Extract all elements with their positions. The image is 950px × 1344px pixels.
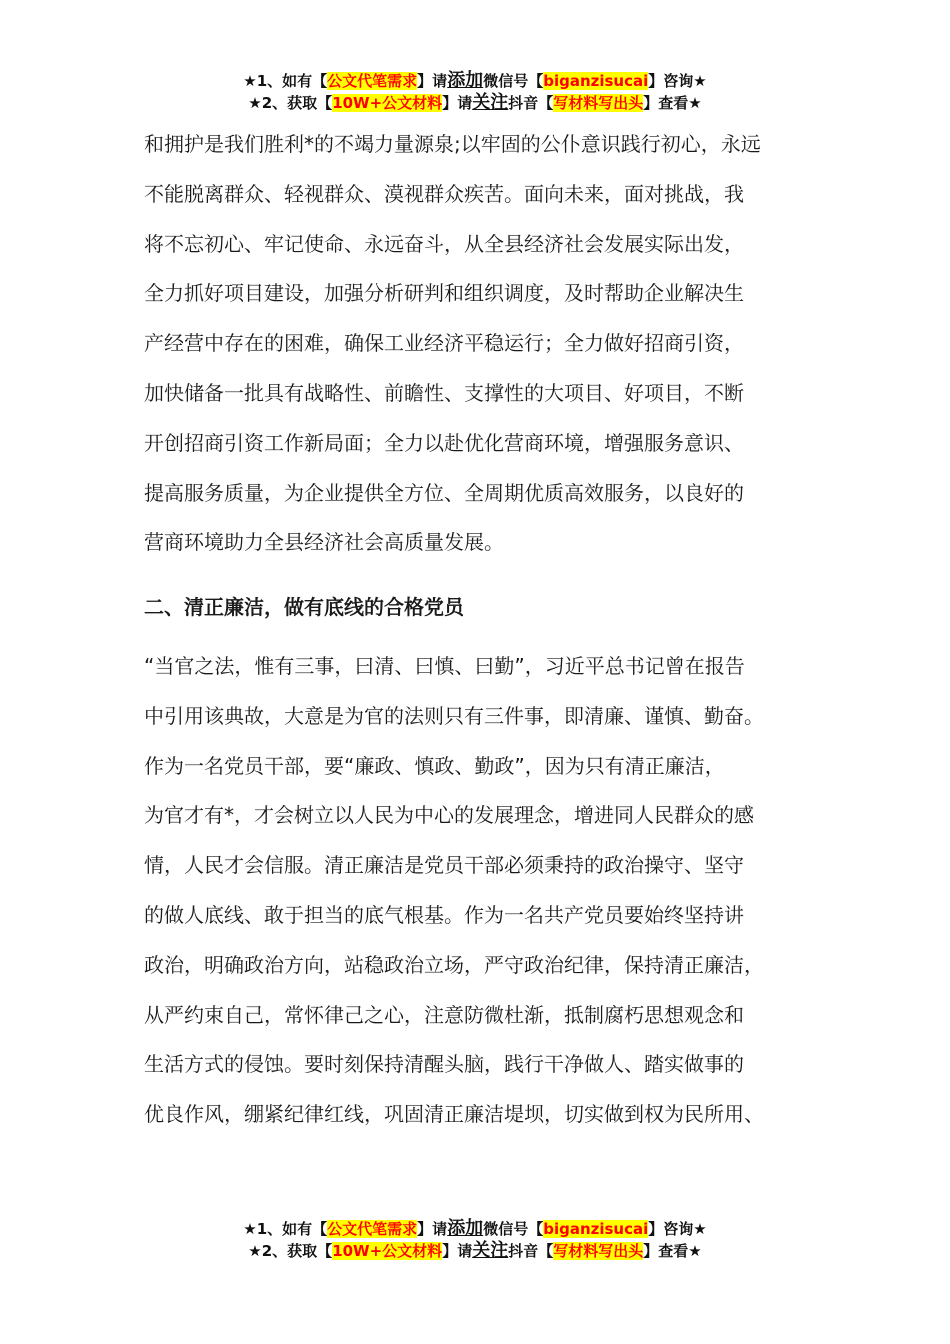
highlight-douyin-account: 写材料写出头 <box>553 94 644 112</box>
banner-line-1 <box>0 1218 950 1240</box>
banner-emphasis: 关注 <box>472 1240 509 1261</box>
text-line: 情，人民才会信服。清正廉洁是党员干部必须秉持的政治操守、坚守 <box>144 853 744 878</box>
footer-banner <box>0 1218 950 1262</box>
banner-text: ★2、获取【 <box>248 94 333 112</box>
text-line: 营商环境助力全县经济社会高质量发展。 <box>144 530 504 555</box>
banner-text: 微信号【 <box>483 1220 544 1238</box>
banner-line-2 <box>0 1240 950 1262</box>
text-line: 优良作风，绷紧纪律红线，巩固清正廉洁堤坝，切实做到权为民所用、 <box>144 1102 764 1127</box>
header-banner <box>0 70 950 114</box>
banner-line-2 <box>0 92 950 114</box>
banner-text: 】查看★ <box>643 1242 702 1260</box>
highlight-wechat-id: biganzisucai <box>543 72 649 90</box>
text-line: 的做人底线、敢于担当的底气根基。作为一名共产党员要始终坚持讲 <box>144 902 744 927</box>
text-line: 和拥护是我们胜利*的不竭力量源泉;以牢固的公仆意识践行初心，永远 <box>144 132 761 156</box>
text-line: 加快储备一批具有战略性、前瞻性、支撑性的大项目、好项目，不断 <box>144 380 744 405</box>
banner-emphasis: 添加 <box>447 1218 484 1239</box>
text-line: 将不忘初心、牢记使命、永远奋斗，从全县经济社会发展实际出发， <box>144 231 744 256</box>
highlight-materials: 10W+公文材料 <box>332 94 443 112</box>
text-line: 作为一名党员干部，要“廉政、慎政、勤政”，因为只有清正廉洁， <box>144 753 725 778</box>
banner-text: 】咨询★ <box>648 1220 707 1238</box>
highlight-materials: 10W+公文材料 <box>332 1242 443 1260</box>
text-line: 产经营中存在的困难，确保工业经济平稳运行；全力做好招商引资， <box>144 331 744 356</box>
text-line: 生活方式的侵蚀。要时刻保持清醒头脑，践行干净做人、踏实做事的 <box>144 1052 744 1077</box>
banner-text: 】请 <box>442 1242 473 1260</box>
section-heading: 二、清正廉洁，做有底线的合格党员 <box>144 595 464 619</box>
text-line: 全力抓好项目建设，加强分析研判和组织调度，及时帮助企业解决生 <box>144 281 744 306</box>
text-line: “当官之法，惟有三事，曰清、曰慎、曰勤”，习近平总书记曾在报告 <box>144 654 745 678</box>
banner-text: 抖音【 <box>508 94 554 112</box>
text-line: 政治，明确政治方向，站稳政治立场，严守政治纪律，保持清正廉洁， <box>144 952 764 977</box>
text-line: 中引用该典故，大意是为官的法则只有三件事，即清廉、谨慎、勤奋。 <box>144 703 764 728</box>
highlight-service: 公文代笔需求 <box>327 1220 418 1238</box>
paragraph-1 <box>144 120 816 568</box>
banner-text: 】查看★ <box>643 94 702 112</box>
banner-text: ★2、获取【 <box>248 1242 333 1260</box>
banner-text: 抖音【 <box>508 1242 554 1260</box>
banner-text: 】请 <box>417 72 448 90</box>
banner-text: 微信号【 <box>483 72 544 90</box>
highlight-douyin-account: 写材料写出头 <box>553 1242 644 1260</box>
highlight-wechat-id: biganzisucai <box>543 1220 649 1238</box>
banner-text: 】咨询★ <box>648 72 707 90</box>
text-line: 从严约束自己，常怀律己之心，注意防微杜渐，抵制腐朽思想观念和 <box>144 1002 744 1027</box>
banner-text: ★1、如有【 <box>243 1220 328 1238</box>
paragraph-2 <box>144 642 816 1140</box>
text-line: 开创招商引资工作新局面；全力以赴优化营商环境，增强服务意识、 <box>144 430 744 455</box>
banner-line-1 <box>0 70 950 92</box>
highlight-service: 公文代笔需求 <box>327 72 418 90</box>
banner-text: 】请 <box>442 94 473 112</box>
text-line: 为官才有*，才会树立以人民为中心的发展理念，增进同人民群众的感 <box>144 803 754 828</box>
banner-text: ★1、如有【 <box>243 72 328 90</box>
banner-text: 】请 <box>417 1220 448 1238</box>
banner-emphasis: 关注 <box>472 92 509 113</box>
text-line: 不能脱离群众、轻视群众、漠视群众疾苦。面向未来，面对挑战，我 <box>144 181 744 206</box>
banner-emphasis: 添加 <box>447 70 484 91</box>
text-line: 提高服务质量，为企业提供全方位、全周期优质高效服务，以良好的 <box>144 480 744 505</box>
